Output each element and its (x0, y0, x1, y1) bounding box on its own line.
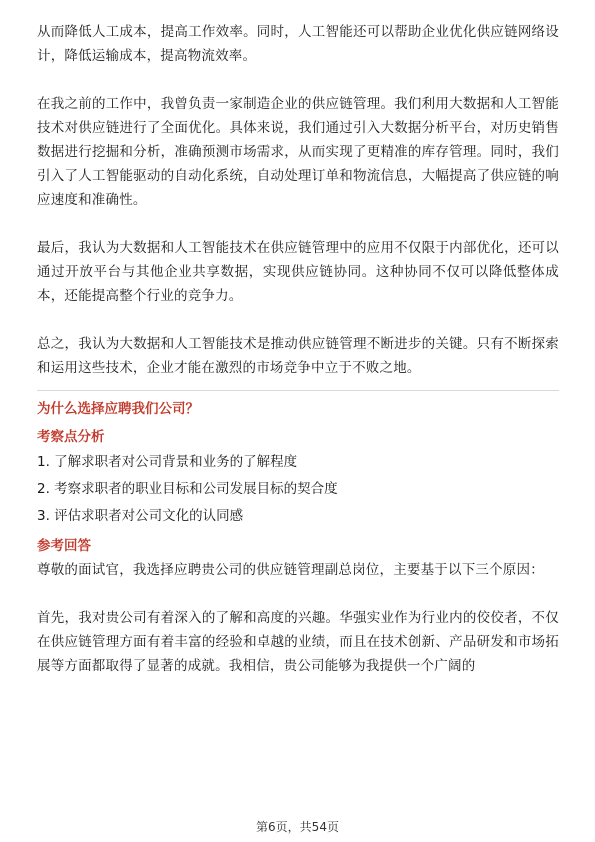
analysis-points (37, 449, 559, 530)
paragraph-cost-reduction: 从而降低人工成本，提高工作效率。同时，人工智能还可以帮助企业优化供应链网络设计，降低运输成本，提高物流效率。 (37, 24, 559, 64)
list-item: 2. 考察求职者的职业目标和公司发展目标的契合度 (37, 481, 338, 497)
document-page (37, 20, 559, 678)
answer-first-reason: 首先，我对贵公司有着深入的了解和高度的兴趣。华强实业作为行业内的佼佼者，不仅在供应链管理方面有着丰富的经验和卓越的业绩，而且在技术创新、产品研发和市场拓展等方面都取得了显著的成就。我相信，贵公司能够为我提供一个广阔的 (37, 610, 559, 674)
answer-heading: 参考回答 (37, 538, 91, 554)
analysis-heading: 考察点分析 (37, 429, 105, 445)
list-item: 1. 了解求职者对公司背景和业务的了解程度 (37, 454, 298, 470)
answer-intro: 尊敬的面试官，我选择应聘贵公司的供应链管理副总岗位，主要基于以下三个原因： (37, 562, 544, 578)
paragraph-conclusion: 总之，我认为大数据和人工智能技术是推动供应链管理不断进步的关键。只有不断探索和运用这些技术，企业才能在激烈的市场竞争中立于不败之地。 (37, 336, 559, 376)
list-item: 3. 评估求职者对公司文化的认同感 (37, 508, 244, 524)
interview-question: 为什么选择应聘我们公司？ (37, 401, 199, 417)
page-number: 第6页，共54页 (256, 820, 339, 834)
section-divider (37, 390, 559, 391)
paragraph-collaboration: 最后，我认为大数据和人工智能技术在供应链管理中的应用不仅限于内部优化，还可以通过开放平台与其他企业共享数据，实现供应链协同。这种协同不仅可以降低整体成本，还能提高整个行业的竞争力。 (37, 240, 559, 304)
paragraph-past-experience: 在我之前的工作中，我曾负责一家制造企业的供应链管理。我们利用大数据和人工智能技术对供应链进行了全面优化。具体来说，我们通过引入大数据分析平台，对历史销售数据进行挖掘和分析，准确预测市场需求，从而实现了更精准的库存管理。同时，我们引入了人工智能驱动的自动化系统，自动处理订单和物流信息，大幅提高了供应链的响应速度和准确性。 (37, 96, 559, 208)
